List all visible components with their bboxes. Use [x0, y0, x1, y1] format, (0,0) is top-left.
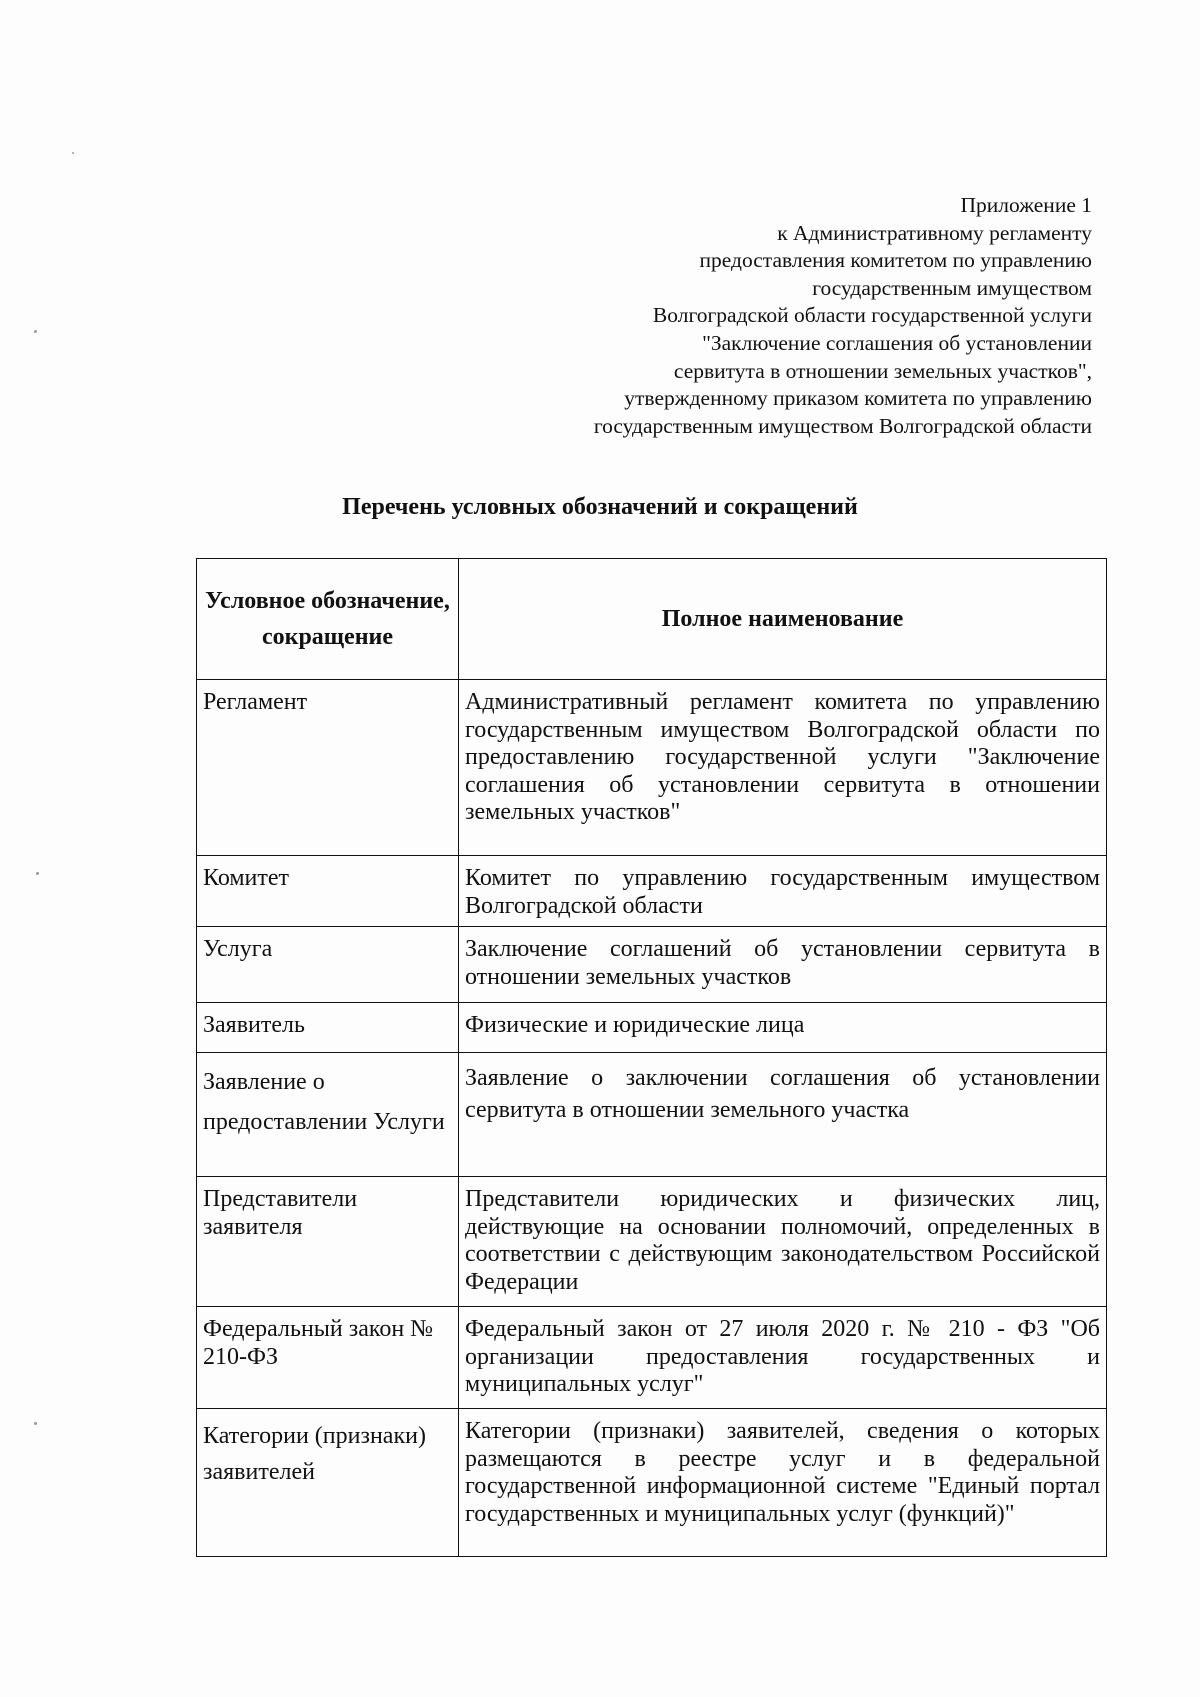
term-cell: Заявитель: [197, 1003, 459, 1053]
attachment-line: утвержденному приказом комитета по управлению: [624, 386, 1092, 411]
attachment-line: Приложение 1: [960, 193, 1092, 217]
attachment-line: "Заключение соглашения об установлении: [702, 330, 1092, 355]
table-header-row: [197, 559, 1107, 680]
full-name-cell: Административный регламент комитета по управлению государственным имуществом Волгоградской области по предоставлению государственной услуги "Заключение соглашения об установлении сервитута в отношении земельных участков": [459, 680, 1107, 856]
attachment-line: государственным имуществом Волгоградской области: [593, 413, 1092, 438]
full-name-cell: Федеральный закон от 27 июля 2020 г. № 210 - ФЗ "Об организации предоставления государственных и муниципальных услуг": [459, 1307, 1107, 1409]
term-cell: Услуга: [197, 927, 459, 1003]
table-row: [197, 1053, 1107, 1177]
full-name-cell: Комитет по управлению государственным имуществом Волгоградской области: [459, 856, 1107, 927]
table-row: [197, 1003, 1107, 1053]
abbreviations-table: [196, 558, 1107, 1557]
full-name-cell: Физические и юридические лица: [459, 1003, 1107, 1053]
table-row: [197, 1307, 1107, 1409]
document-title: Перечень условных обозначений и сокращений: [342, 494, 858, 520]
full-name-cell: Представители юридических и физических лиц, действующие на основании полномочий, определенных в соответствии с действующим законодательством Российской Федерации: [459, 1177, 1107, 1307]
term-cell: Регламент: [197, 680, 459, 856]
attachment-line: к Административному регламенту: [777, 220, 1092, 245]
term-cell: Представители заявителя: [197, 1177, 459, 1307]
scan-speck: [36, 872, 39, 875]
table-row: [197, 856, 1107, 927]
attachment-line: государственным имуществом: [812, 275, 1092, 300]
full-name-cell: Категории (признаки) заявителей, сведения о которых размещаются в реестре услуг и в федеральной государственной информационной системе "Единый портал государственных и муниципальных услуг (функций)": [459, 1409, 1107, 1557]
full-name-cell: Заявление о заключении соглашения об установлении сервитута в отношении земельного участка: [459, 1053, 1107, 1177]
attachment-header: [472, 192, 1092, 440]
scan-speck: [72, 152, 74, 154]
table-row: [197, 680, 1107, 856]
term-cell: Категории (признаки) заявителей: [197, 1409, 459, 1557]
header-term: Условное обозначение, сокращение: [197, 559, 459, 680]
table-row: [197, 1177, 1107, 1307]
full-name-cell: Заключение соглашений об установлении сервитута в отношении земельных участков: [459, 927, 1107, 1003]
scan-speck: [34, 330, 37, 333]
header-full-name: Полное наименование: [459, 559, 1107, 680]
attachment-line: сервитута в отношении земельных участков",: [673, 358, 1092, 383]
scan-speck: [34, 1422, 37, 1425]
attachment-line: предоставления комитетом по управлению: [699, 248, 1092, 273]
term-cell: Заявление о предоставлении Услуги: [197, 1053, 459, 1177]
term-cell: Комитет: [197, 856, 459, 927]
table-row: [197, 927, 1107, 1003]
term-cell: Федеральный закон № 210-ФЗ: [197, 1307, 459, 1409]
table-row: [197, 1409, 1107, 1557]
attachment-line: Волгоградской области государственной услуги: [652, 303, 1092, 328]
